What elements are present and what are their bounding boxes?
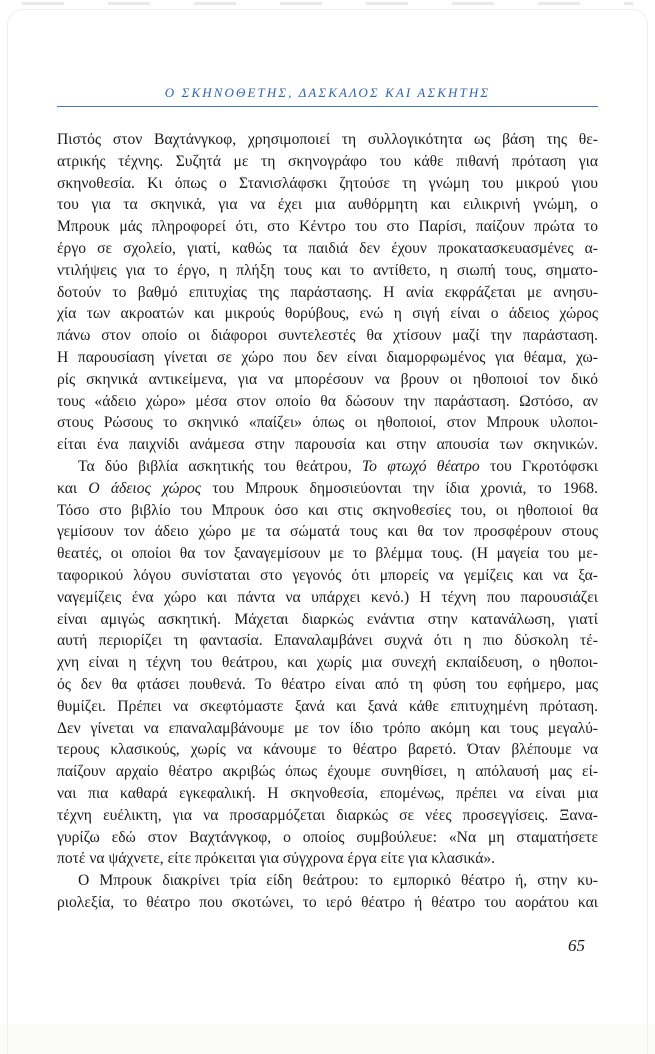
text-segment: ποτέ να ψάχνετε, είτε πρόκειται για σύγχρονα έργα είτε για κλασικά». <box>57 850 496 868</box>
text-line <box>57 391 598 413</box>
text-line <box>57 761 598 783</box>
text-line <box>57 652 598 674</box>
text-line <box>57 609 598 631</box>
text-line <box>57 827 598 849</box>
text-line <box>57 151 598 173</box>
text-segment: ναι πια καθαρά εγκεφαλική. Η σκηνοθεσία, επομένως, πρέπει να είναι μια <box>57 784 598 802</box>
text-line <box>57 456 598 478</box>
text-segment: τερους κλασικούς, χωρίς να κάνουμε το θέατρο βαρετό. Όταν βλέπουμε να <box>57 741 598 759</box>
text-line <box>57 783 598 805</box>
body-text <box>57 129 598 914</box>
text-line <box>57 718 598 740</box>
text-segment: χνη είναι η τέχνη του θεάτρου, και χωρίς μια συνεχή εκπαίδευση, ο ηθοποι- <box>57 654 598 672</box>
text-line <box>57 369 598 391</box>
text-segment: ναγεμίζεις ένα χώρο και πάντα να υπάρχει κενό.) Η τέχνη που παρουσιάζει <box>57 588 598 606</box>
text-line <box>57 303 598 325</box>
text-line <box>57 870 598 892</box>
text-line <box>57 696 598 718</box>
text-segment: χία των ακροατών και μικρούς θορύβους, ενώ η σιγή είναι ο άδειος χώρος <box>57 305 598 323</box>
text-line <box>57 543 598 565</box>
text-segment: είται ένα παιχνίδι ανάμεσα στην παρουσία και στην απουσία των σκηνικών. <box>57 436 598 454</box>
text-segment: Πιστός στον Βαχτάνγκοφ, χρησιμοποιεί τη συλλογικότητα ως βάση της θε- <box>57 131 598 148</box>
text-segment: ρίς σκηνικά αντικείμενα, για να μπορέσουν να βρουν οι ηθοποιοί τον δικό <box>57 370 598 388</box>
running-header-title: Ο ΣΚΗΝΟΘΕΤΗΣ, ΔΑΣΚΑΛΟΣ ΚΑΙ ΑΣΚΗΤΗΣ <box>164 85 491 100</box>
text-line <box>57 194 598 216</box>
text-line <box>57 129 598 151</box>
text-segment: στους Ρώσους το σκηνικό «παίζει» όπως οι ηθοποιοί, στον Μπρουκ υλοποι- <box>57 414 598 432</box>
text-segment: Ο Μπρουκ διακρίνει τρία είδη θεάτρου: το εμπορικό θέατρο ή, στην κυ- <box>78 872 598 890</box>
text-line <box>57 892 598 914</box>
text-segment: γεμίσουν τον άδειο χώρο με τα σώματά τους και θα τον προσφέρουν στους <box>57 523 598 541</box>
text-segment: του Γκροτόφσκι <box>479 457 599 475</box>
book-title-italic: Ο άδειος χώρος <box>88 479 202 497</box>
text-line <box>57 260 598 282</box>
text-segment: παίζουν αρχαίο θέατρο ακριβώς όπως έχουμε συνηθίσει, η απόλαυσή μας εί- <box>57 763 598 781</box>
text-segment: ταφορικού λόγου συνίσταται στο γεγονός ότι μπορείς να γεμίζεις και να ξα- <box>57 566 598 584</box>
text-segment: Η παρουσίαση γίνεται σε χώρο που δεν είναι διαμορφωμένος για θέαμα, χω- <box>57 348 598 366</box>
text-line <box>57 282 598 304</box>
text-segment: έργο σε σχολείο, γιατί, καθώς τα παιδιά δεν έχουν προκατασκευασμένες α- <box>57 239 598 257</box>
text-line <box>57 565 598 587</box>
text-segment: πάνω στον οποίο οι διάφοροι συντελεστές θα χτίσουν μαζί την παράσταση. <box>57 327 598 345</box>
text-line <box>57 805 598 827</box>
text-segment: ριολεξία, το θέατρο που σκοτώνει, το ιερό θέατρο ή θέατρο του αοράτου και <box>57 893 598 911</box>
text-line <box>57 521 598 543</box>
text-line <box>57 173 598 195</box>
text-line <box>57 216 598 238</box>
text-segment: είναι αμιγώς ασκητική. Μάχεται διαρκώς ενάντια στην κατανάλωση, γιατί <box>57 610 598 628</box>
text-line <box>57 478 598 500</box>
text-segment: θυμίζει. Πρέπει να σκεφτόμαστε ξανά και ξανά κάθε επιτυχημένη πρόταση. <box>57 697 598 715</box>
text-segment: ατρικής τέχνης. Συζητά με τη σκηνογράφο του κάθε πιθανή πρόταση για <box>57 152 598 170</box>
text-line <box>57 325 598 347</box>
text-line <box>57 347 598 369</box>
text-line <box>57 434 598 456</box>
text-line <box>57 238 598 260</box>
text-segment: του για τα σκηνικά, για να έχει μια αυθόρμητη και ειλικρινή γνώμη, ο <box>57 196 598 214</box>
text-segment: του Μπρουκ δημοσιεύονται την ίδια χρονιά, το 1968. <box>201 479 598 497</box>
text-segment: Μπρουκ μάς πληροφορεί ότι, στο Κέντρο του στο Παρίσι, παίζουν πρώτα το <box>57 218 598 236</box>
text-segment: τέχνη ευέλικτη, για να προσαρμόζεται διαρκώς σε νέες προσεγγίσεις. Ξανα- <box>57 806 598 824</box>
text-line <box>57 500 598 522</box>
text-segment: σκηνοθεσία. Κι όπως ο Στανισλάφσκι ζητούσε τη γνώμη του μικρού γιου <box>57 174 598 192</box>
text-segment: γυρίζω εδώ στον Βαχτάνγκοφ, ο οποίος συμβούλευε: «Να μη σταματήσετε <box>57 828 598 846</box>
page-content <box>57 0 598 914</box>
text-line <box>57 412 598 434</box>
text-segment: Δεν γίνεται να επαναλαμβάνουμε με τον ίδιο τρόπο ακόμη και τους μεγαλύ- <box>57 719 598 737</box>
text-line <box>57 630 598 652</box>
page-number: 65 <box>568 936 585 955</box>
text-segment: τους «άδειο χώρο» μέσα στον οποίο θα δώσουν την παράσταση. Ωστόσο, αν <box>57 392 598 410</box>
text-segment: αυτή περιορίζει τη φαντασία. Επαναλαμβάνει συχνά ότι η πιο δύσκολη τέ- <box>57 632 598 650</box>
text-segment: θεατές, οι οποίοι θα τον ξαναγεμίσουν με το βλέμμα τους. (Η μαγεία του με- <box>57 545 598 563</box>
text-segment: ντιλήψεις για το έργο, η πλήξη τους και το αντίθετο, η σιωπή τους, σηματο- <box>57 261 598 279</box>
header-rule <box>57 106 598 107</box>
text-line <box>57 674 598 696</box>
text-segment: Τόσο στο βιβλίο του Μπρουκ όσο και στις σκηνοθεσίες του, οι ηθοποιοί θα <box>57 501 598 519</box>
text-line <box>57 739 598 761</box>
text-line <box>57 587 598 609</box>
text-segment: δοτούν το βαθμό επιτυχίας της παράστασης. Η ανία εκφράζεται με ανησυ- <box>57 283 598 301</box>
text-segment: Τα δύο βιβλία ασκητικής του θεάτρου, <box>78 457 362 475</box>
book-title-italic: Το φτωχό θέατρο <box>361 457 480 475</box>
text-line <box>57 848 598 870</box>
text-segment: ός δεν θα φτάσει πουθενά. Το θέατρο είναι από τη φύση του εφήμερο, μας <box>57 675 598 693</box>
text-segment: και <box>57 479 89 497</box>
